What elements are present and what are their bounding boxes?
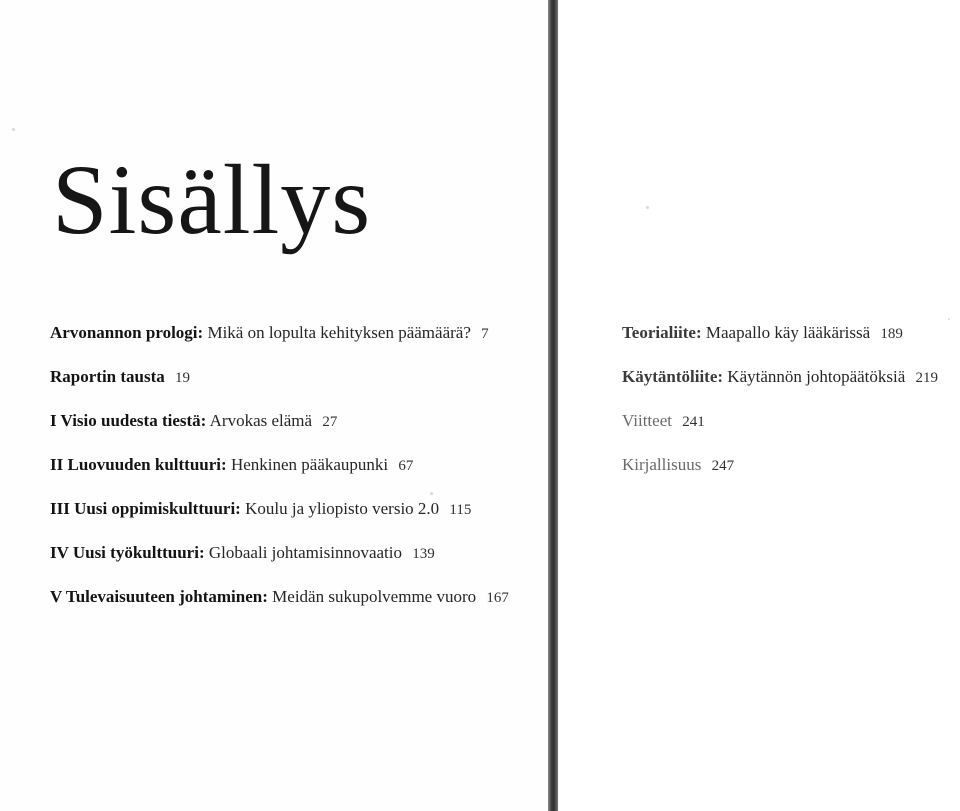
toc-entry <box>50 582 509 626</box>
toc-entry-page: 67 <box>398 458 414 474</box>
page-title: Sisällys <box>52 144 372 255</box>
toc-entry-page: 241 <box>682 414 705 430</box>
toc-entry <box>622 362 938 406</box>
toc-entry-label: Käytäntöliite: <box>622 367 724 386</box>
toc-entry-text: Käytännön johtopäätöksiä <box>727 367 906 386</box>
book-gutter <box>548 0 558 811</box>
toc-entry <box>50 318 509 362</box>
toc-entry-label: IV Uusi työkulttuuri: <box>50 543 205 562</box>
toc-entry <box>50 406 509 450</box>
toc-entry-page: 19 <box>175 370 191 386</box>
toc-entry <box>622 450 938 494</box>
toc-entry-label: Raportin tausta <box>50 367 165 386</box>
toc-entry-text: Viitteet <box>622 411 672 430</box>
toc-entry <box>50 362 509 406</box>
toc-entry-text: Globaali johtamisinnovaatio <box>208 543 402 562</box>
toc-list-left <box>50 318 509 626</box>
toc-entry-label: Teorialiite: <box>622 323 702 342</box>
toc-entry-page: 247 <box>711 458 735 474</box>
toc-entry-label: III Uusi oppimiskulttuuri: <box>50 499 241 518</box>
toc-entry-page: 167 <box>486 590 509 606</box>
right-page <box>558 0 960 811</box>
toc-entry-page: 189 <box>880 326 903 342</box>
toc-entry-text: Arvokas elämä <box>209 411 313 430</box>
toc-entry-page: 139 <box>412 546 435 562</box>
toc-entry-label: I Visio uudesta tiestä: <box>50 411 207 430</box>
toc-entry-page: 27 <box>322 414 338 430</box>
paper-speck <box>12 128 15 131</box>
toc-entry-text: Mikä on lopulta kehityksen päämäärä? <box>207 323 471 342</box>
toc-entry-label: V Tulevaisuuteen johtaminen: <box>50 587 268 606</box>
toc-entry <box>50 450 509 494</box>
toc-entry <box>50 538 509 582</box>
toc-entry <box>50 494 509 538</box>
paper-speck <box>430 492 433 495</box>
toc-entry-page: 7 <box>481 326 489 342</box>
toc-entry-text: Henkinen pääkaupunki <box>230 455 389 474</box>
toc-entry-label: Arvonannon prologi: <box>50 323 204 342</box>
toc-entry-text: Maapallo käy lääkärissä <box>705 323 871 342</box>
toc-entry-label: II Luovuuden kulttuuri: <box>50 455 227 474</box>
toc-list-right <box>622 318 938 494</box>
toc-entry-text: Kirjallisuus <box>622 455 702 474</box>
toc-entry-page: 115 <box>449 502 472 518</box>
paper-speck <box>646 206 649 209</box>
toc-entry <box>622 318 938 362</box>
toc-entry-page: 219 <box>915 370 939 386</box>
toc-entry <box>622 406 938 450</box>
toc-entry-text: Koulu ja yliopisto versio 2.0 <box>245 499 440 518</box>
toc-entry-text: Meidän sukupolvemme vuoro <box>272 587 477 606</box>
paper-speck <box>948 318 950 320</box>
